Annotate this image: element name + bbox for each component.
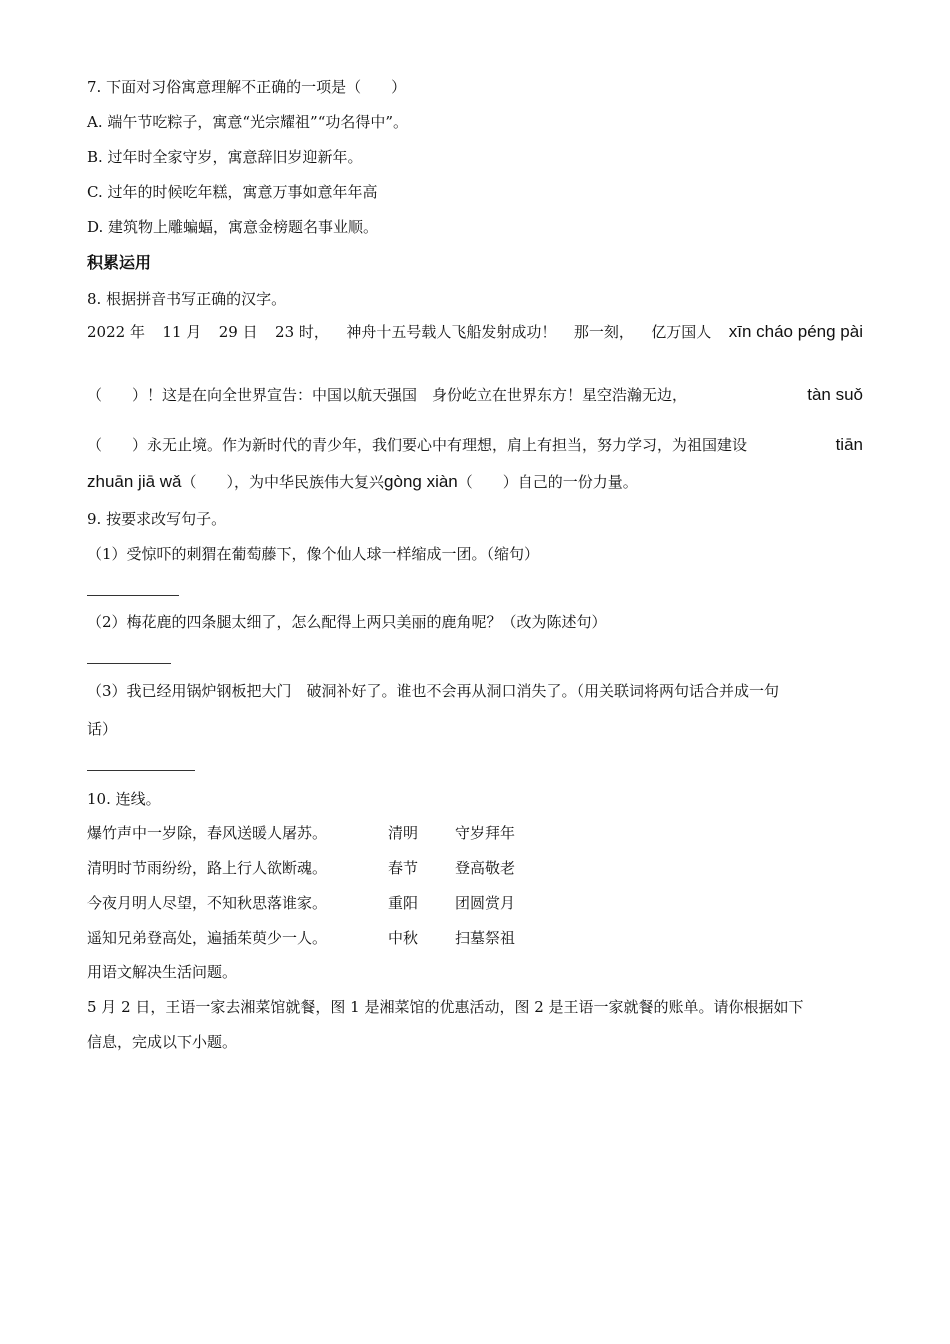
custom-item[interactable]: 守岁拜年 [455,824,516,842]
festival-item[interactable]: 清明 [388,824,419,842]
custom-item[interactable]: 扫墓祭祖 [455,929,516,947]
intro-line-1 [87,997,863,1017]
question-10-stem: 10. 连线。 [87,790,161,808]
q8-word: 23 时， [275,323,329,341]
festival-item[interactable]: 春节 [388,859,419,877]
custom-item[interactable]: 登高敬老 [455,859,516,877]
poem-line: 清明时节雨纷纷，路上行人欲断魂。 [87,859,328,877]
festival-item[interactable]: 中秋 [388,929,419,947]
question-7-option-a: A. 端午节吃粽子，寓意“光宗耀祖”“功名得中”。 [87,113,409,131]
poem-line: 遥知兄弟登高处，遍插茱萸少一人。 [87,929,328,947]
q8-word: 2022 年 [87,323,145,341]
question-7-stem: 7. 下面对习俗寓意理解不正确的一项是（ ） [87,78,407,96]
section-2-title: 用语文解决生活问题。 [87,963,238,981]
question-9-item-1: （1）受惊吓的刺猬在葡萄藤下，像个仙人球一样缩成一团。（缩句） [87,545,540,563]
question-9-item-3-line-2: 话） [87,720,118,738]
answer-line-1[interactable] [87,584,179,604]
festival-item[interactable]: 重阳 [388,894,419,912]
q8-word: 那一刻， [573,323,634,341]
pinyin-tian: tiān [835,435,863,454]
question-9-item-3-line-1: （3）我已经用锅炉钢板把大门 破洞补好了。谁也不会再从洞口消失了。（用关联词将两句话合并成一句 [87,682,780,700]
pinyin-xin-chao-peng-pai: xīn cháo péng pài [728,322,863,341]
answer-line-2[interactable] [87,652,171,672]
pinyin-tan-suo: tàn suǒ [807,385,863,404]
intro-text-1: 5 月 2 日，王语一家去湘菜馆就餐，图 1 是湘菜馆的优惠活动，图 2 是王语一家就餐的账单。请你根据如下 [87,998,804,1016]
question-7-option-d: D. 建筑物上雕蝙蝠，寓意金榜题名事业顺。 [87,218,379,236]
q8-line-3-text: （ ）永无止境。作为新时代的青少年，我们要心中有理想，肩上有担当，努力学习，为祖国建设 [87,436,748,454]
poem-line: 爆竹声中一岁除，春风送暖人屠苏。 [87,824,328,842]
question-9-stem: 9. 按要求改写句子。 [87,510,227,528]
question-8-line-1 [87,322,863,342]
q8-line-4-end: （ ）自己的一份力量。 [457,473,638,491]
answer-line-3[interactable] [87,759,195,779]
custom-item[interactable]: 团圆赏月 [455,894,516,912]
question-8-line-4 [87,472,638,492]
question-9-item-2: （2）梅花鹿的四条腿太细了，怎么配得上两只美丽的鹿角呢？（改为陈述句） [87,613,607,631]
poem-line: 今夜月明人尽望，不知秋思落谁家。 [87,894,328,912]
intro-line-2: 信息，完成以下小题。 [87,1033,238,1051]
question-7-option-b: B. 过年时全家守岁，寓意辞旧岁迎新年。 [87,148,363,166]
q8-word: 11 月 [162,323,202,341]
q8-word: 神舟十五号载人飞船发射成功！ [346,323,557,341]
question-8-line-2 [87,385,863,405]
q8-line-4-mid: （ ），为中华民族伟大复兴 [181,473,385,491]
q8-word: 亿万国人 [651,323,712,341]
question-8-line-3 [87,435,863,455]
q8-word: 29 日 [218,323,258,341]
section-title: 积累运用 [87,253,152,272]
pinyin-gong-xian: gòng xiàn [384,472,458,491]
question-7-option-c: C. 过年的时候吃年糕，寓意万事如意年年高 [87,183,378,201]
pinyin-zhuan-jia-wa: zhuān jiā wǎ [87,472,182,491]
q8-line-2-text: （ ）！这是在向全世界宣告：中国以航天强国 身份屹立在世界东方！星空浩瀚无边， [87,386,688,404]
question-8-stem: 8. 根据拼音书写正确的汉字。 [87,290,287,308]
